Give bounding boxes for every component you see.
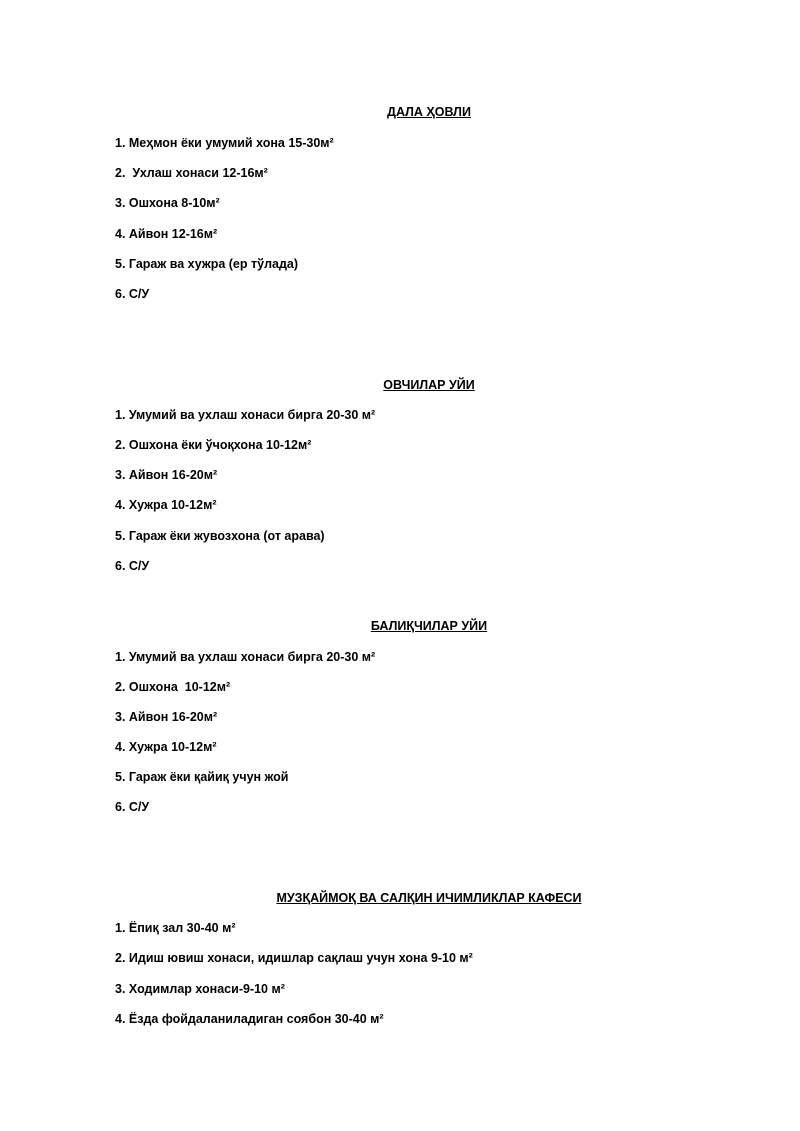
list-item: 1. Умумий ва ухлаш хонаси бирга 20-30 м² [115, 408, 376, 422]
list-item: 6. С/У [115, 559, 150, 573]
list-item: 4. Хужра 10-12м² [115, 498, 217, 512]
section-title-ovchilar-uyi: ОВЧИЛАР УЙИ [383, 378, 475, 392]
list-item: 4. Хужра 10-12м² [115, 740, 217, 754]
list-item: 1. Умумий ва ухлаш хонаси бирга 20-30 м² [115, 650, 376, 664]
list-item: 5. Гараж ёки жувозхона (от арава) [115, 529, 325, 543]
list-item: 2. Идиш ювиш хонаси, идишлар сақлаш учун хона 9-10 м² [115, 951, 473, 965]
list-item: 1. Меҳмон ёки умумий хона 15-30м² [115, 136, 334, 150]
list-item: 2. Ухлаш хонаси 12-16м² [115, 166, 268, 180]
list-item: 3. Айвон 16-20м² [115, 468, 218, 482]
section-title-dala-hovli: ДАЛА ҲОВЛИ [387, 105, 471, 119]
section-title-baliqchilar-uyi: БАЛИҚЧИЛАР УЙИ [370, 619, 488, 633]
list-item: 2. Ошхона ёки ўчоқхона 10-12м² [115, 438, 312, 452]
list-item: 1. Ёпиқ зал 30-40 м² [115, 921, 236, 935]
list-item: 3. Ходимлар хонаси-9-10 м² [115, 982, 285, 996]
list-item: 4. Ёзда фойдаланиладиган соябон 30-40 м² [115, 1012, 384, 1026]
list-item: 5. Гараж ва хужра (ер тўлада) [115, 257, 299, 271]
list-item: 6. С/У [115, 287, 150, 301]
list-item: 3. Айвон 16-20м² [115, 710, 218, 724]
list-item: 4. Айвон 12-16м² [115, 227, 218, 241]
list-item: 2. Ошхона 10-12м² [115, 680, 231, 694]
list-item: 6. С/У [115, 800, 150, 814]
section-title-cafe: МУЗҚАЙМОҚ ВА САЛҚИН ИЧИМЛИКЛАР КАФЕСИ [276, 891, 582, 905]
list-item: 3. Ошхона 8-10м² [115, 196, 220, 210]
list-item: 5. Гараж ёки қайиқ учун жой [115, 770, 289, 784]
